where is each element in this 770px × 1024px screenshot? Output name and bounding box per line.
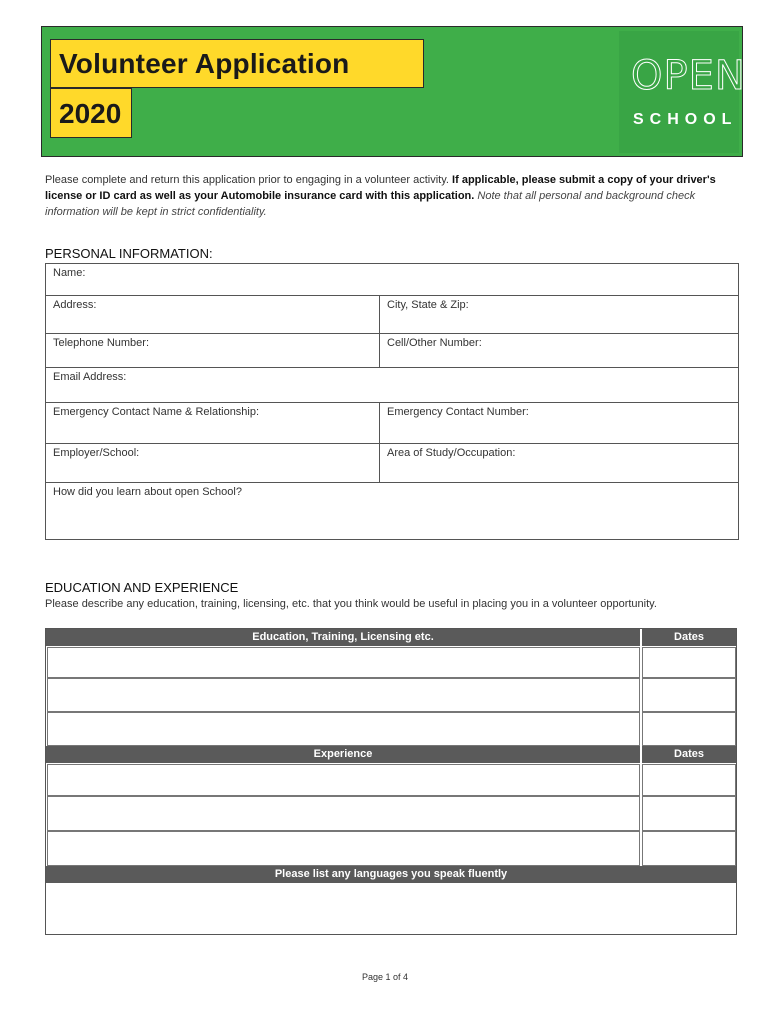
education-date-1[interactable] bbox=[642, 647, 736, 678]
email-field[interactable] bbox=[46, 368, 738, 403]
emergency-number-field[interactable] bbox=[380, 403, 738, 444]
cell-number-label: Cell/Other Number: bbox=[387, 337, 482, 349]
name-label: Name: bbox=[53, 267, 86, 279]
area-of-study-field[interactable] bbox=[380, 444, 738, 483]
intro-italic: Note that all personal and background check information will be kept in strict confidentiality. bbox=[45, 190, 696, 218]
experience-date-3[interactable] bbox=[642, 831, 736, 866]
languages-header: Please list any languages you speak fluently bbox=[46, 866, 736, 883]
experience-header: Experience bbox=[46, 746, 640, 763]
intro-paragraph bbox=[45, 172, 725, 220]
emergency-contact-field[interactable] bbox=[46, 403, 380, 444]
title-line-2: 2020 bbox=[50, 88, 132, 138]
city-state-zip-field[interactable] bbox=[380, 296, 738, 334]
dates-header: Dates bbox=[642, 629, 736, 646]
area-of-study-label: Area of Study/Occupation: bbox=[387, 447, 516, 459]
education-title: EDUCATION AND EXPERIENCE bbox=[45, 580, 239, 595]
page-number: Page 1 of 4 bbox=[361, 972, 409, 982]
title-line-1: Volunteer Application bbox=[50, 39, 424, 88]
how-learn-field[interactable] bbox=[46, 483, 738, 539]
languages-field[interactable] bbox=[47, 883, 736, 934]
name-field[interactable] bbox=[46, 264, 738, 296]
address-field[interactable] bbox=[46, 296, 380, 334]
how-learn-label: How did you learn about open School? bbox=[53, 486, 242, 498]
experience-row-3[interactable] bbox=[47, 831, 640, 866]
education-table bbox=[45, 628, 737, 935]
logo-open-text: OPEN bbox=[631, 53, 746, 99]
personal-info-title: PERSONAL INFORMATION: bbox=[45, 246, 213, 261]
open-school-logo bbox=[619, 31, 746, 153]
telephone-field[interactable] bbox=[46, 334, 380, 368]
personal-info-grid bbox=[45, 263, 739, 540]
emergency-number-label: Emergency Contact Number: bbox=[387, 406, 529, 418]
email-label: Email Address: bbox=[53, 371, 127, 383]
telephone-label: Telephone Number: bbox=[53, 337, 150, 349]
logo-school-text: SCHOOL bbox=[633, 111, 738, 128]
intro-bold: If applicable, please submit a copy of your driver's license or ID card as well as your Automobile insurance card with this application. bbox=[45, 174, 716, 202]
education-row-3[interactable] bbox=[47, 712, 640, 746]
cell-number-field[interactable] bbox=[380, 334, 738, 368]
education-header: Education, Training, Licensing etc. bbox=[46, 629, 640, 646]
emergency-contact-label: Emergency Contact Name & Relationship: bbox=[53, 406, 260, 418]
experience-date-1[interactable] bbox=[642, 764, 736, 796]
experience-date-2[interactable] bbox=[642, 796, 736, 831]
education-date-2[interactable] bbox=[642, 678, 736, 712]
address-label: Address: bbox=[53, 299, 97, 311]
employer-label: Employer/School: bbox=[53, 447, 140, 459]
employer-field[interactable] bbox=[46, 444, 380, 483]
experience-dates-header: Dates bbox=[642, 746, 736, 763]
education-date-3[interactable] bbox=[642, 712, 736, 746]
education-row-1[interactable] bbox=[47, 647, 640, 678]
experience-row-2[interactable] bbox=[47, 796, 640, 831]
education-description: Please describe any education, training, licensing, etc. that you think would be useful in placing you in a volunteer opportunity. bbox=[45, 598, 657, 610]
education-row-2[interactable] bbox=[47, 678, 640, 712]
city-state-zip-label: City, State & Zip: bbox=[387, 299, 469, 311]
experience-row-1[interactable] bbox=[47, 764, 640, 796]
intro-plain: Please complete and return this application prior to engaging in a volunteer activity. bbox=[45, 174, 449, 186]
